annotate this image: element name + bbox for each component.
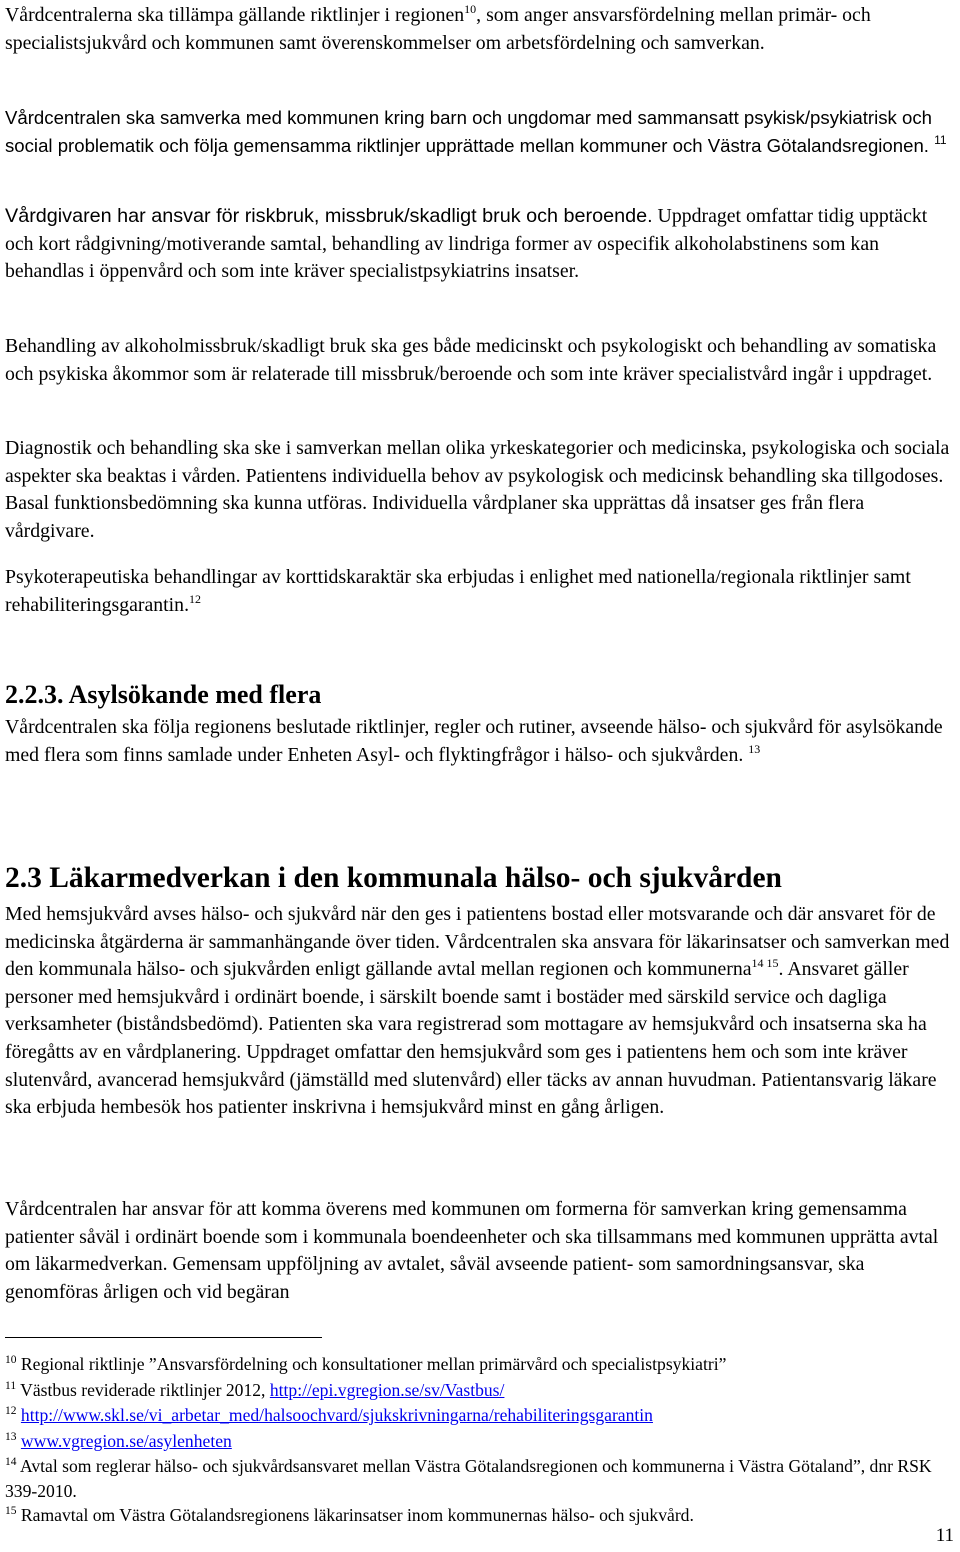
footnote-14 — [5, 1454, 957, 1503]
paragraph-diagnostics: Diagnostik och behandling ska ske i samverkan mellan olika yrkeskategorier och medicinska, psykologiska och sociala aspekter ska beaktas i vården. Patientens individuella behov av psykologisk och medicinsk behandling ska tillgodoses. Basal funktionsbedömning ska kunna utföras. Individuella vårdplaner ska upprättas då insatser ges från flera vårdgivare. — [5, 437, 950, 542]
heading-title: Läkarmedverkan i den kommunala hälso- och sjukvården — [49, 862, 782, 894]
footnote-text: Regional riktlinje ”Ansvarsfördelning och konsultationer mellan primärvård och specialistpsykiatri” — [20, 1354, 727, 1374]
paragraph-municipal-agreement: Vårdcentralen har ansvar för att komma överens med kommunen om formerna för samverkan kring gemensamma patienter såväl i ordinärt boende som i kommunala boendeenheter och ska tillsammans med kommunen upprätta avtal om läkarmedverkan. Gemensam uppföljning av avtalet, såväl avseende patient- som samordningsansvar, ska genomföras årligen och vid begäran — [5, 1198, 939, 1303]
paragraph-children-cooperation — [5, 104, 957, 159]
paragraph-alcohol-treatment: Behandling av alkoholmissbruk/skadligt bruk ska ges både medicinskt och psykologiskt och behandling av somatiska och psykiska åkommor som är relaterade till missbruk/beroende och som inte kräver specialistvård ingår i uppdraget. — [5, 335, 937, 385]
footnote-11 — [5, 1378, 957, 1403]
paragraph-regional-guidelines — [5, 2, 957, 57]
heading-number: 2.3 — [5, 862, 42, 894]
heading-number: 2.2.3. — [5, 680, 64, 709]
paragraph-text: Vårdcentralen ska samverka med kommunen kring barn och ungdomar med sammansatt psykisk/psykiatrisk och social problematik och följa gemensamma riktlinjer upprättade mellan kommuner och Västra Götalandsregionen. — [5, 107, 932, 156]
footnote-number: 15 — [5, 1505, 17, 1517]
paragraph-home-care — [5, 901, 957, 1122]
footnote-text: Avtal som reglerar hälso- och sjukvårdsansvaret mellan Västra Götalandsregionen och kommunerna i Västra Götaland”, dnr RSK 339-2010. — [5, 1456, 932, 1501]
footnote-number: 13 — [5, 1431, 17, 1443]
footnote-separator — [5, 1337, 322, 1338]
paragraph-text: Med hemsjukvård avses hälso- och sjukvård när den ges i patientens bostad eller motsvarande och där ansvaret för de medicinska åtgärderna är sammanhängande över tiden. Vårdcentralen ska ansvara för läkarinsatser och samverkan med den kommunala hälso- och sjukvården enligt gällande avtal mellan regionen och kommunerna — [5, 903, 950, 981]
paragraph-text: Psykoterapeutiska behandlingar av korttidskaraktär ska erbjudas i enlighet med nationella/regionala riktlinjer samt rehabiliteringsgarantin. — [5, 566, 911, 616]
paragraph-psychotherapy — [5, 564, 957, 619]
paragraph-text: . Ansvaret gäller personer med hemsjukvård i ordinärt boende, i särskilt boende samt i bostäder med särskild service och dagliga verksamheter (biståndsbedömd). Patienten ska vara registrerad som mottagare av hemsjukvård och insatserna ska ha föregåtts av en vårdplanering. Uppdraget omfattar den hemsjukvård som ges i patientens hem och som inte kräver slutenvård, avancerad hemsjukvård (jämställd med slutenvård) eller täcks av annan huvudman. Patientansvarig läkare ska erbjuda hembesök hos patienter inskrivna i hemsjukvård minst en gång årligen. — [5, 958, 937, 1119]
footnote-link[interactable]: www.vgregion.se/asylenheten — [20, 1431, 232, 1451]
footnote-link[interactable]: http://www.skl.se/vi_arbetar_med/halsoochvard/sjukskrivningarna/rehabiliteringsgarantin — [20, 1405, 653, 1425]
footnote-number: 10 — [5, 1354, 17, 1366]
heading-2-2-3 — [5, 680, 321, 710]
footnote-link[interactable]: http://epi.vgregion.se/sv/Vastbus/ — [269, 1380, 505, 1400]
footnote-ref-14-15[interactable]: 14 15 — [751, 956, 779, 971]
paragraph-text-sans: Vårdgivaren har ansvar för riskbruk, missbruk/skadligt bruk och beroende. — [5, 205, 653, 227]
footnote-ref-13[interactable]: 13 — [748, 741, 761, 756]
heading-2-3 — [5, 861, 782, 895]
footnote-15 — [5, 1503, 957, 1528]
footnote-text: Ramavtal om Västra Götalandsregionens läkarinsatser inom kommunernas hälso- och sjukvård. — [20, 1505, 694, 1525]
paragraph-text: , som anger ansvarsfördelning mellan primär- och specialistsjukvård och kommunen samt överenskommelser om arbetsfördelning och samverkan. — [5, 4, 871, 54]
heading-title: Asylsökande med flera — [68, 680, 322, 709]
footnote-number: 14 — [5, 1456, 17, 1468]
footnote-ref-11[interactable]: 11 — [934, 132, 947, 147]
paragraph-asylum-seekers — [5, 714, 957, 769]
paragraph-substance-abuse — [5, 203, 957, 286]
footnote-12 — [5, 1403, 957, 1428]
footnote-text: Västbus reviderade riktlinjer 2012, — [20, 1380, 270, 1400]
paragraph-text-serif: Uppdraget omfattar tidig upptäckt och kort rådgivning/motiverande samtal, behandling av lindriga former av ospecifik alkoholabstinens som kan behandlas i öppenvård och som inte kräver specialistpsykiatrins insatser. — [5, 205, 928, 283]
footnote-number: 12 — [5, 1405, 17, 1417]
paragraph-text: Vårdcentralen ska följa regionens beslutade riktlinjer, regler och rutiner, avseende hälso- och sjukvård för asylsökande med flera som finns samlade under Enheten Asyl- och flyktingfrågor i hälso- och sjukvården. — [5, 716, 943, 766]
footnote-13 — [5, 1429, 957, 1454]
paragraph-text: Vårdcentralerna ska tillämpa gällande riktlinjer i regionen — [5, 4, 465, 26]
footnote-number: 11 — [5, 1380, 17, 1392]
footnote-ref-12[interactable]: 12 — [189, 591, 202, 606]
footnote-ref-10[interactable]: 10 — [464, 2, 477, 16]
page-number: 11 — [935, 1525, 954, 1546]
footnote-10 — [5, 1352, 957, 1377]
